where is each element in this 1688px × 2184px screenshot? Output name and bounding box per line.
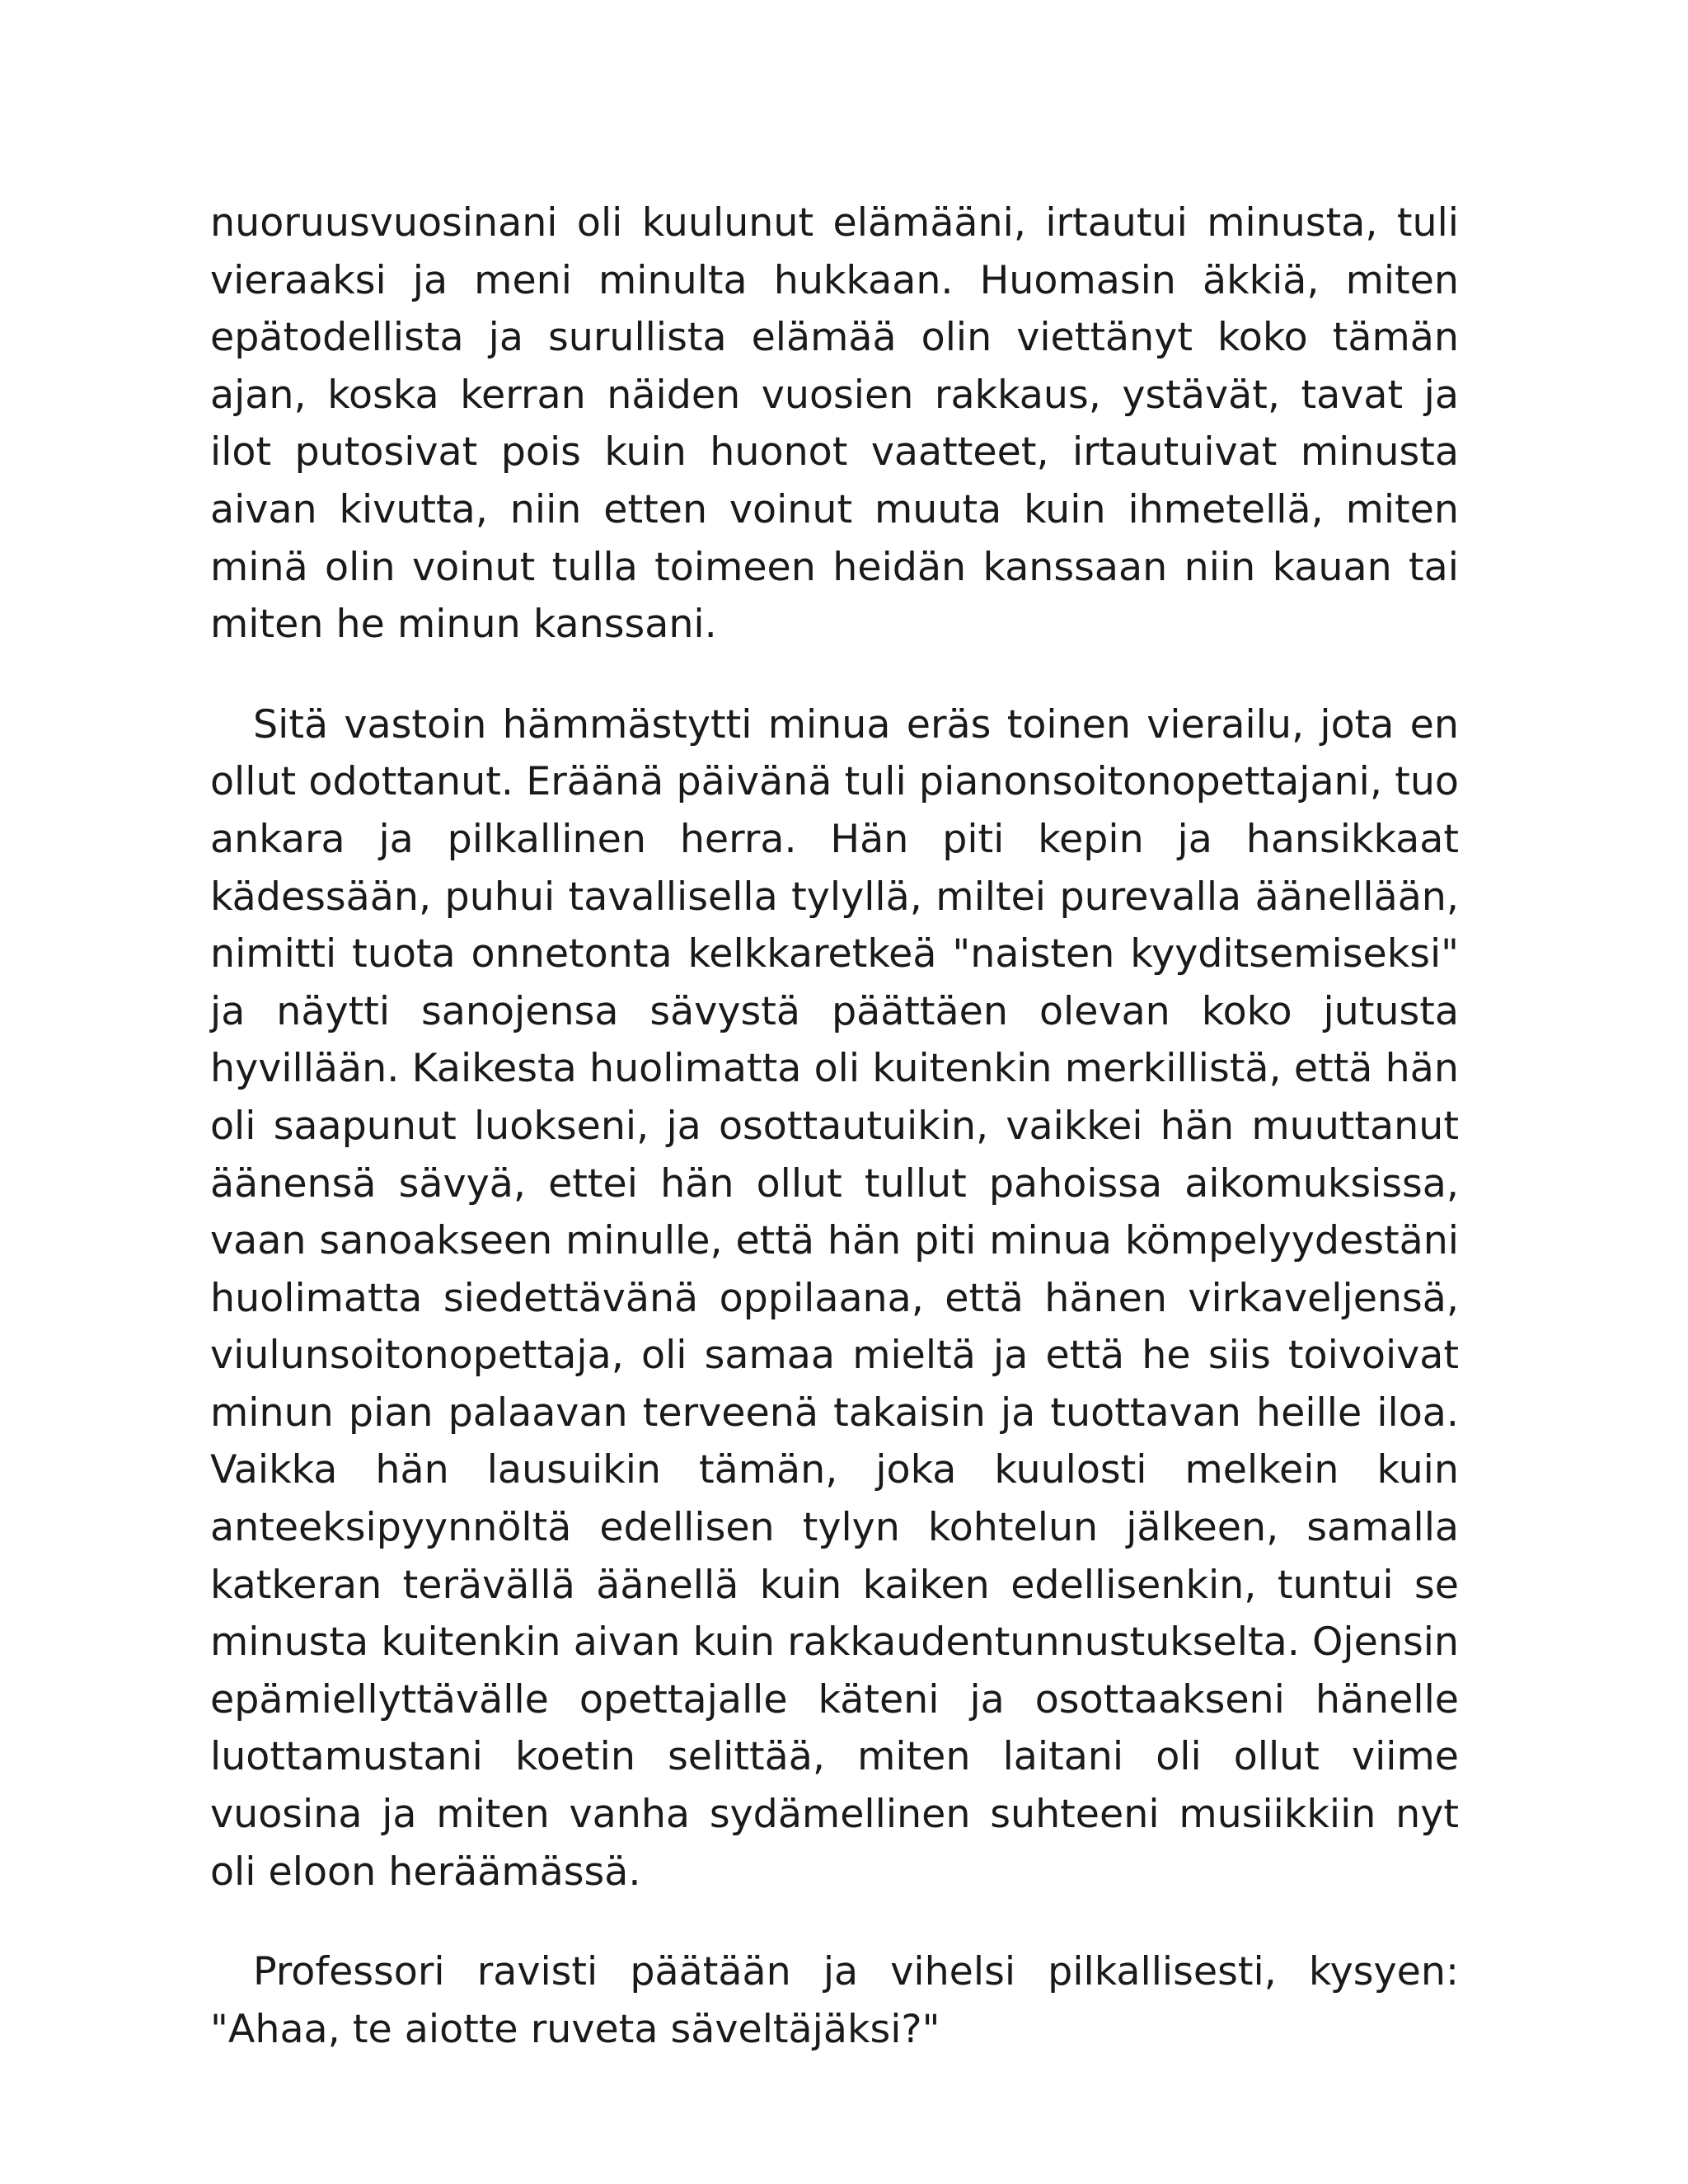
paragraph-visit: Sitä vastoin hämmästytti minua eräs toinen vierailu, jota en ollut odottanut. Eräänä päivänä tuli pianonsoitonopettajani, tuo ankara ja pilkallinen herra. Hän piti kepin ja hansikkaat kädessään, puhui tavallisella tylyllä, miltei purevalla äänellään, nimitti tuota onnetonta kelkkaretkeä "naisten kyyditsemiseksi" ja näytti sanojensa sävystä päättäen olevan koko jutusta hyvillään. Kaikesta huolimatta oli kuitenkin merkillistä, että hän oli saapunut luokseni, ja osottautuikin, vaikkei hän muuttanut äänensä sävyä, ettei hän ollut tullut pahoissa aikomuksissa, vaan sanoakseen minulle, että hän piti minua kömpelyydestäni huolimatta siedettävänä oppilaana, että hänen virkaveljensä, viulunsoitonopettaja, oli samaa mieltä ja että he siis toivoivat minun pian palaavan terveenä takaisin ja tuottavan heille iloa. Vaikka hän lausuikin tämän, joka kuulosti melkein kuin anteeksipyynnöltä edellisen tylyn kohtelun jälkeen, samalla katkeran terävällä äänellä kuin kaiken edellisenkin, tuntui se minusta kuitenkin aivan kuin rakkaudentunnustukselta. Ojensin epämiellyttävälle opettajalle käteni ja osottaakseni hänelle luottamustani koetin selittää, miten laitani oli ollut viime vuosina ja miten vanha sydämellinen suhteeni musiikkiin nyt oli eloon heräämässä.: [210, 701, 1459, 1895]
paragraph-continuation: nuoruusvuosinani oli kuulunut elämääni, irtautui minusta, tuli vieraaksi ja meni minulta hukkaan. Huomasin äkkiä, miten epätodellista ja surullista elämää olin viettänyt koko tämän ajan, koska kerran näiden vuosien rakkaus, ystävät, tavat ja ilot putosivat pois kuin huonot vaatteet, irtautuivat minusta aivan kivutta, niin etten voinut muuta kuin ihmetellä, miten minä olin voinut tulla toimeen heidän kanssaan niin kauan tai miten he minun kanssani.: [210, 200, 1459, 648]
paragraph-professor: Professori ravisti päätään ja vihelsi pilkallisesti, kysyen: "Ahaa, te aiotte ruveta säveltäjäksi?": [210, 1949, 1459, 2052]
document-page: [210, 194, 1459, 2058]
